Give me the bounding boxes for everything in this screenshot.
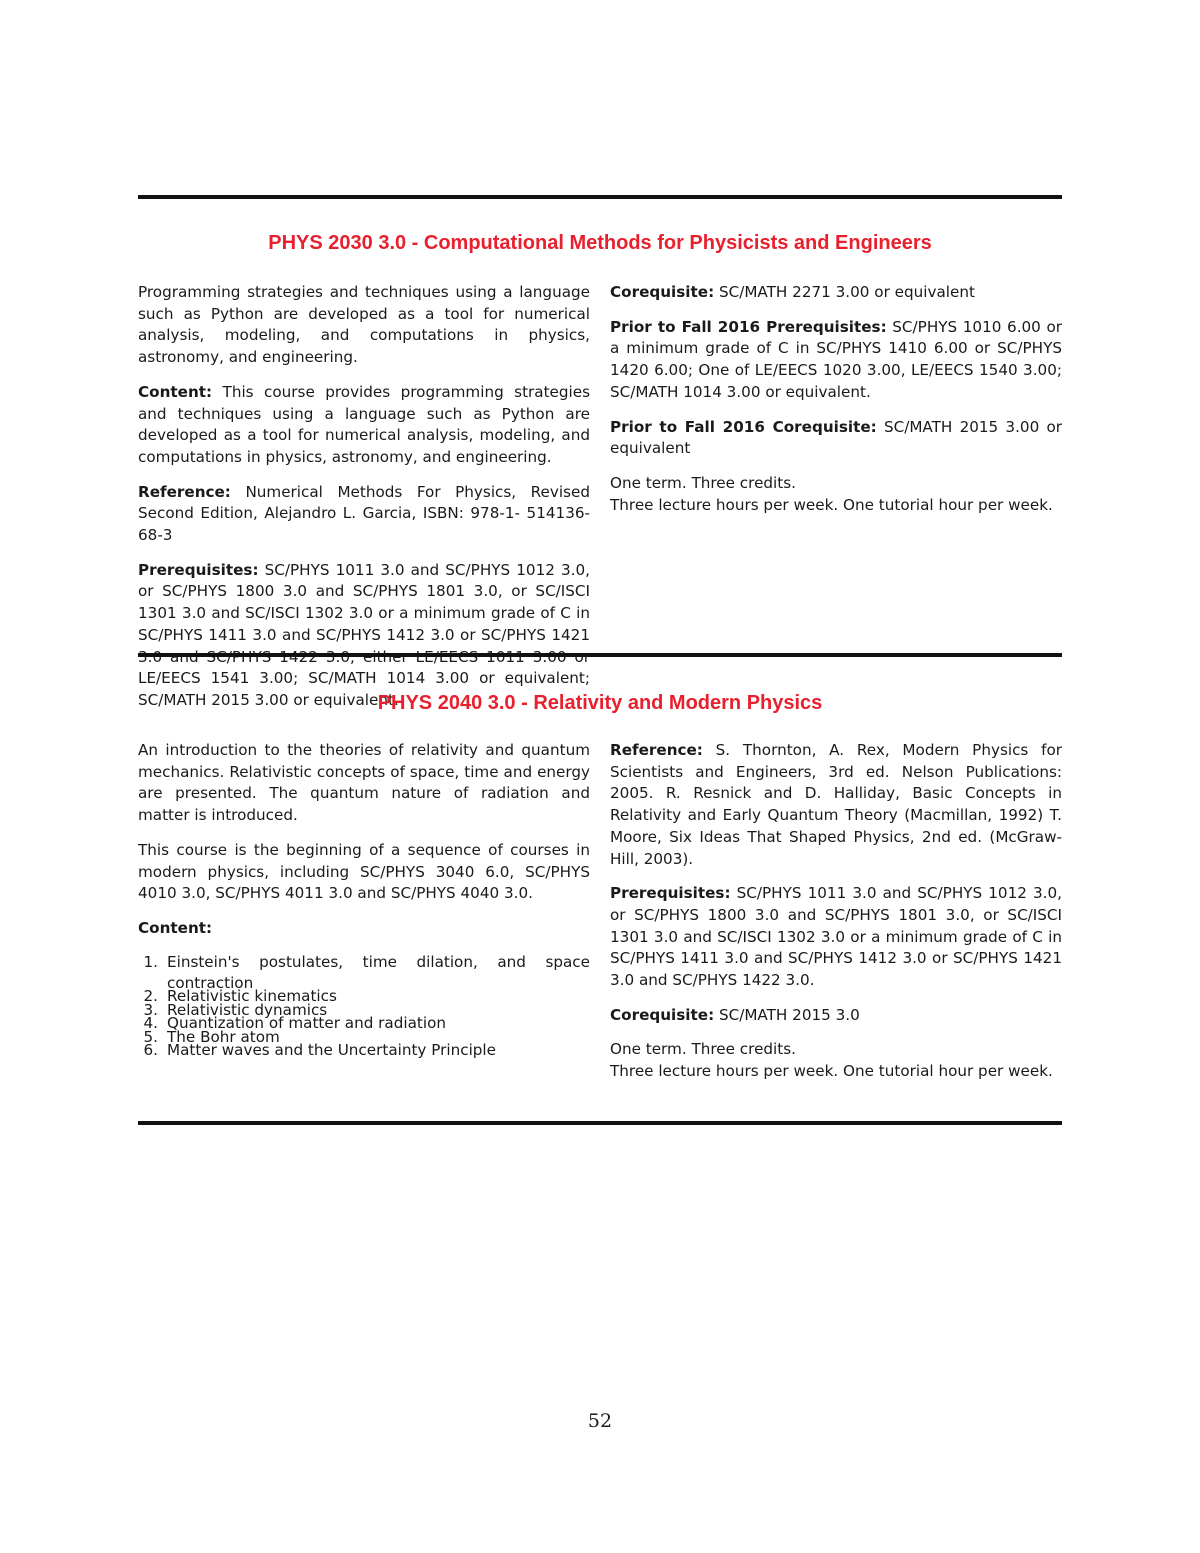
- course-phys-2040-right-column: [610, 740, 1062, 1083]
- reference-text: Numerical Methods For Physics, Revised Second Edition, Alejandro L. Garcia, ISBN: 978-1- 514136-68-3: [138, 482, 590, 545]
- content-paragraph: [138, 382, 590, 469]
- prior-corequisite-label: Prior to Fall 2016 Corequisite:: [610, 417, 877, 436]
- term-credits: One term. Three credits.: [610, 1040, 796, 1059]
- content-label-paragraph: [138, 918, 590, 940]
- list-item: 5. The Bohr atom: [143, 1027, 280, 1046]
- content-text: This course provides programming strategies and techniques using a language such as Python are developed as a tool for numerical analysis, modeling, and computations in physics, astronomy, and engineering.: [138, 382, 590, 466]
- course-sequence-paragraph: This course is the beginning of a sequence of courses in modern physics, including SC/PHYS 3040 6.0, SC/PHYS 4010 3.0, SC/PHYS 4011 3.0 and SC/PHYS 4040 3.0.: [138, 840, 590, 903]
- course-title-phys-2030: PHYS 2030 3.0 - Computational Methods for Physicists and Engineers: [268, 232, 932, 254]
- prior-corequisite-text: SC/MATH 2015 3.00 or equivalent: [610, 417, 1063, 458]
- corequisite-paragraph: [610, 282, 1062, 304]
- course-phys-2030-left-column: [138, 282, 590, 725]
- list-item: 3. Relativistic dynamics: [143, 1000, 328, 1019]
- prerequisites-label: Prerequisites:: [610, 884, 731, 903]
- course-description: Programming strategies and techniques using a language such as Python are developed as a tool for numerical analysis, modeling, and computations in physics, astronomy, and engineering.: [138, 283, 590, 367]
- corequisite-paragraph: [610, 1005, 1062, 1027]
- list-item: 6. Matter waves and the Uncertainty Principle: [143, 1041, 497, 1060]
- contact-hours: Three lecture hours per week. One tutorial hour per week.: [610, 1062, 1053, 1081]
- prior-prerequisites-label: Prior to Fall 2016 Prerequisites:: [610, 317, 887, 336]
- prerequisites-text: SC/PHYS 1011 3.0 and SC/PHYS 1012 3.0, or SC/PHYS 1800 3.0 and SC/PHYS 1801 3.0, or SC/ISCI 1301 3.0 and SC/ISCI 1302 3.0 or a minimum grade of C in SC/PHYS 1411 3.0 and SC/PHYS 1412 3.0 or SC/PHYS 1421 LE/EECS 1541 3.00; SC/MATH 1014 3.00 or equivalent; SC/MATH 2015 3.00 or equivalent.: [138, 560, 590, 709]
- bottom-rule: [138, 1121, 1062, 1125]
- list-item: 2. Relativistic kinematics: [143, 987, 337, 1006]
- corequisite-label: Corequisite:: [610, 1005, 715, 1024]
- reference-paragraph: [610, 740, 1062, 870]
- course-phys-2040-left-column: [138, 740, 590, 1058]
- middle-rule: [138, 653, 1062, 657]
- prior-corequisite-paragraph: [610, 417, 1062, 460]
- list-item: 4. Quantization of matter and radiation: [143, 1014, 446, 1033]
- term-credits: One term. Three credits.: [610, 473, 796, 492]
- reference-label: Reference:: [138, 482, 231, 501]
- reference-paragraph: [138, 482, 590, 547]
- prerequisites-label: Prerequisites:: [138, 560, 259, 579]
- list-item: 1. Einstein's postulates, time dilation, and space contraction: [143, 952, 590, 993]
- corequisite-label: Corequisite:: [610, 283, 715, 301]
- content-label: Content:: [138, 918, 213, 937]
- course-phys-2030-right-column: [610, 282, 1062, 516]
- course-title-phys-2040: PHYS 2040 3.0 - Relativity and Modern Physics: [377, 692, 823, 714]
- content-list: [138, 952, 590, 1058]
- course-description: An introduction to the theories of relativity and quantum mechanics. Relativistic concepts of space, time and energy are presented. The quantum nature of radiation and matter is introduced.: [138, 741, 590, 825]
- corequisite-text: SC/MATH 2271 3.00 or equivalent: [718, 283, 975, 301]
- prerequisites-text: SC/PHYS 1011 3.0 and SC/PHYS 1012 3.0, or SC/PHYS 1800 3.0 and SC/PHYS 1801 3.0, or SC/ISCI 1301 3.0 and SC/ISCI 1302 3.0 or a minimum grade of C in SC/PHYS 1411 3.0 and SC/PHYS 1412 3.0 or SC/PHYS 1421 3.0 and SC/PHYS 1422 3.0.: [610, 884, 1062, 990]
- prior-prerequisites-text: SC/PHYS 1010 6.00 or a minimum grade of C in SC/PHYS 1410 6.00 or SC/PHYS 1420 6.00; One of LE/EECS 1020 3.00, LE/EECS 1540 3.00; SC/MATH 1014 3.00 or equivalent.: [610, 317, 1062, 401]
- prior-prerequisites-paragraph: [610, 317, 1062, 404]
- prerequisites-paragraph: [610, 883, 1062, 992]
- reference-label: Reference:: [610, 741, 703, 759]
- page-number: 52: [587, 1410, 613, 1432]
- content-label: Content:: [138, 382, 213, 401]
- reference-text: S. Thornton, A. Rex, Modern Physics for Scientists and Engineers, 3rd ed. Nelson Publications: 2005. R. Resnick and D. Halliday, Basic Concepts in Relativity and Early Quantum Theory (Macmillan, 1992) T. Moore, Six Ideas That Shaped Physics, 2nd ed. (McGraw-Hill, 2003).: [610, 741, 1062, 868]
- corequisite-text: SC/MATH 2015 3.0: [718, 1005, 860, 1024]
- contact-hours: Three lecture hours per week. One tutorial hour per week.: [610, 495, 1053, 514]
- top-rule: [138, 195, 1062, 199]
- prerequisites-paragraph: [138, 560, 590, 712]
